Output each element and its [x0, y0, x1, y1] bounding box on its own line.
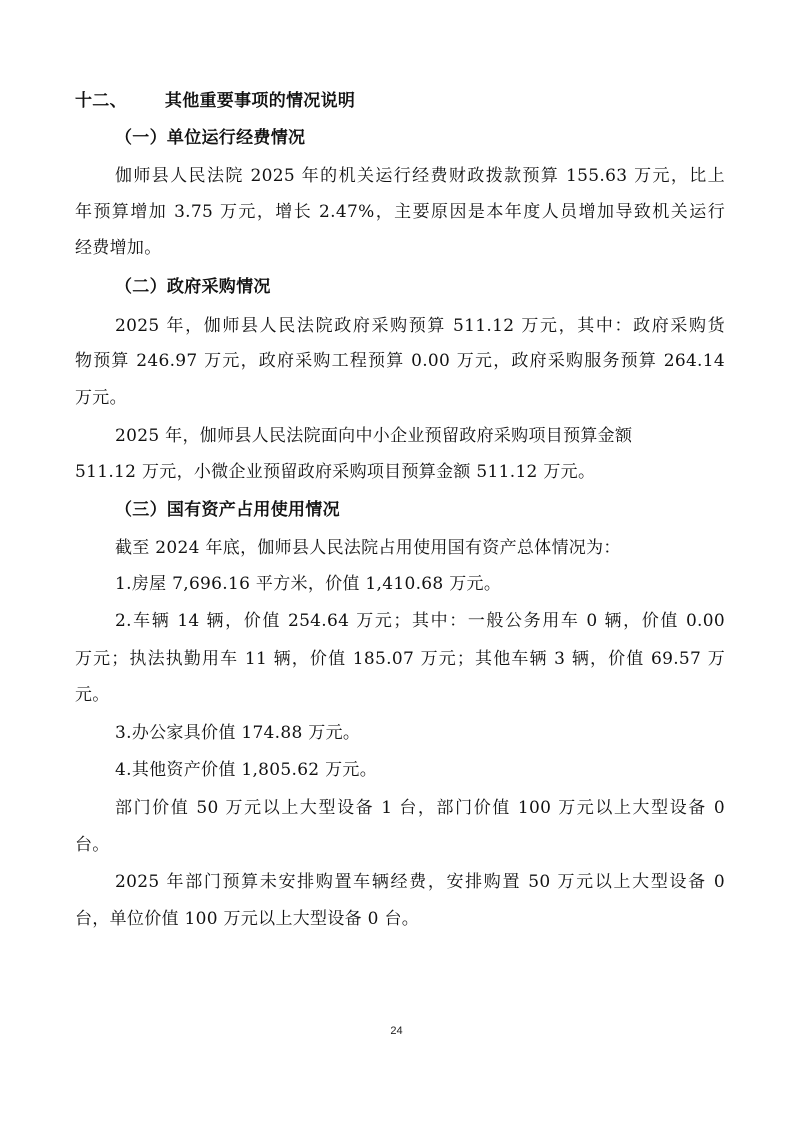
subsection-heading-1: （一）单位运行经费情况 — [115, 128, 306, 148]
paragraph-line: 物预算 246.97 万元，政府采购工程预算 0.00 万元，政府采购服务预算 264.14 — [75, 351, 725, 371]
page-number: 24 — [390, 1025, 403, 1037]
paragraph-line: 万元。 — [75, 388, 127, 408]
section-number: 十二、 — [75, 91, 127, 111]
list-item: 1.房屋 7,696.16 平方米，价值 1,410.68 万元。 — [115, 574, 502, 594]
section-title: 其他重要事项的情况说明 — [164, 91, 356, 111]
list-item: 4.其他资产价值 1,805.62 万元。 — [115, 760, 378, 780]
paragraph-line: 2025 年部门预算未安排购置车辆经费，安排购置 50 万元以上大型设备 0 — [115, 872, 725, 892]
list-item: 2.车辆 14 辆，价值 254.64 万元；其中：一般公务用车 0 辆，价值 0.00 — [115, 611, 725, 631]
paragraph-line: 2025 年，伽师县人民法院面向中小企业预留政府采购项目预算金额 — [115, 426, 633, 446]
paragraph-line: 伽师县人民法院 2025 年的机关运行经费财政拨款预算 155.63 万元，比上 — [115, 166, 725, 186]
paragraph-line: 万元；执法执勤用车 11 辆，价值 185.07 万元；其他车辆 3 辆，价值 69.57 万 — [75, 649, 725, 669]
paragraph-line: 台，单位价值 100 万元以上大型设备 0 台。 — [75, 909, 420, 929]
paragraph-line: 2025 年，伽师县人民法院政府采购预算 511.12 万元，其中：政府采购货 — [115, 316, 725, 336]
paragraph-line: 511.12 万元，小微企业预留政府采购项目预算金额 511.12 万元。 — [75, 462, 596, 482]
section-heading — [75, 90, 725, 112]
subsection-heading-3: （三）国有资产占用使用情况 — [115, 500, 340, 520]
paragraph-line: 经费增加。 — [75, 238, 162, 258]
paragraph-line: 台。 — [75, 835, 110, 855]
paragraph-line: 年预算增加 3.75 万元，增长 2.47%，主要原因是本年度人员增加导致机关运行 — [75, 202, 725, 222]
paragraph-line: 部门价值 50 万元以上大型设备 1 台，部门价值 100 万元以上大型设备 0 — [115, 798, 725, 818]
list-item: 3.办公家具价值 174.88 万元。 — [115, 723, 361, 743]
paragraph-line: 截至 2024 年底，伽师县人民法院占用使用国有资产总体情况为： — [115, 538, 621, 558]
paragraph-line: 元。 — [75, 685, 110, 705]
subsection-heading-2: （二）政府采购情况 — [115, 277, 271, 297]
